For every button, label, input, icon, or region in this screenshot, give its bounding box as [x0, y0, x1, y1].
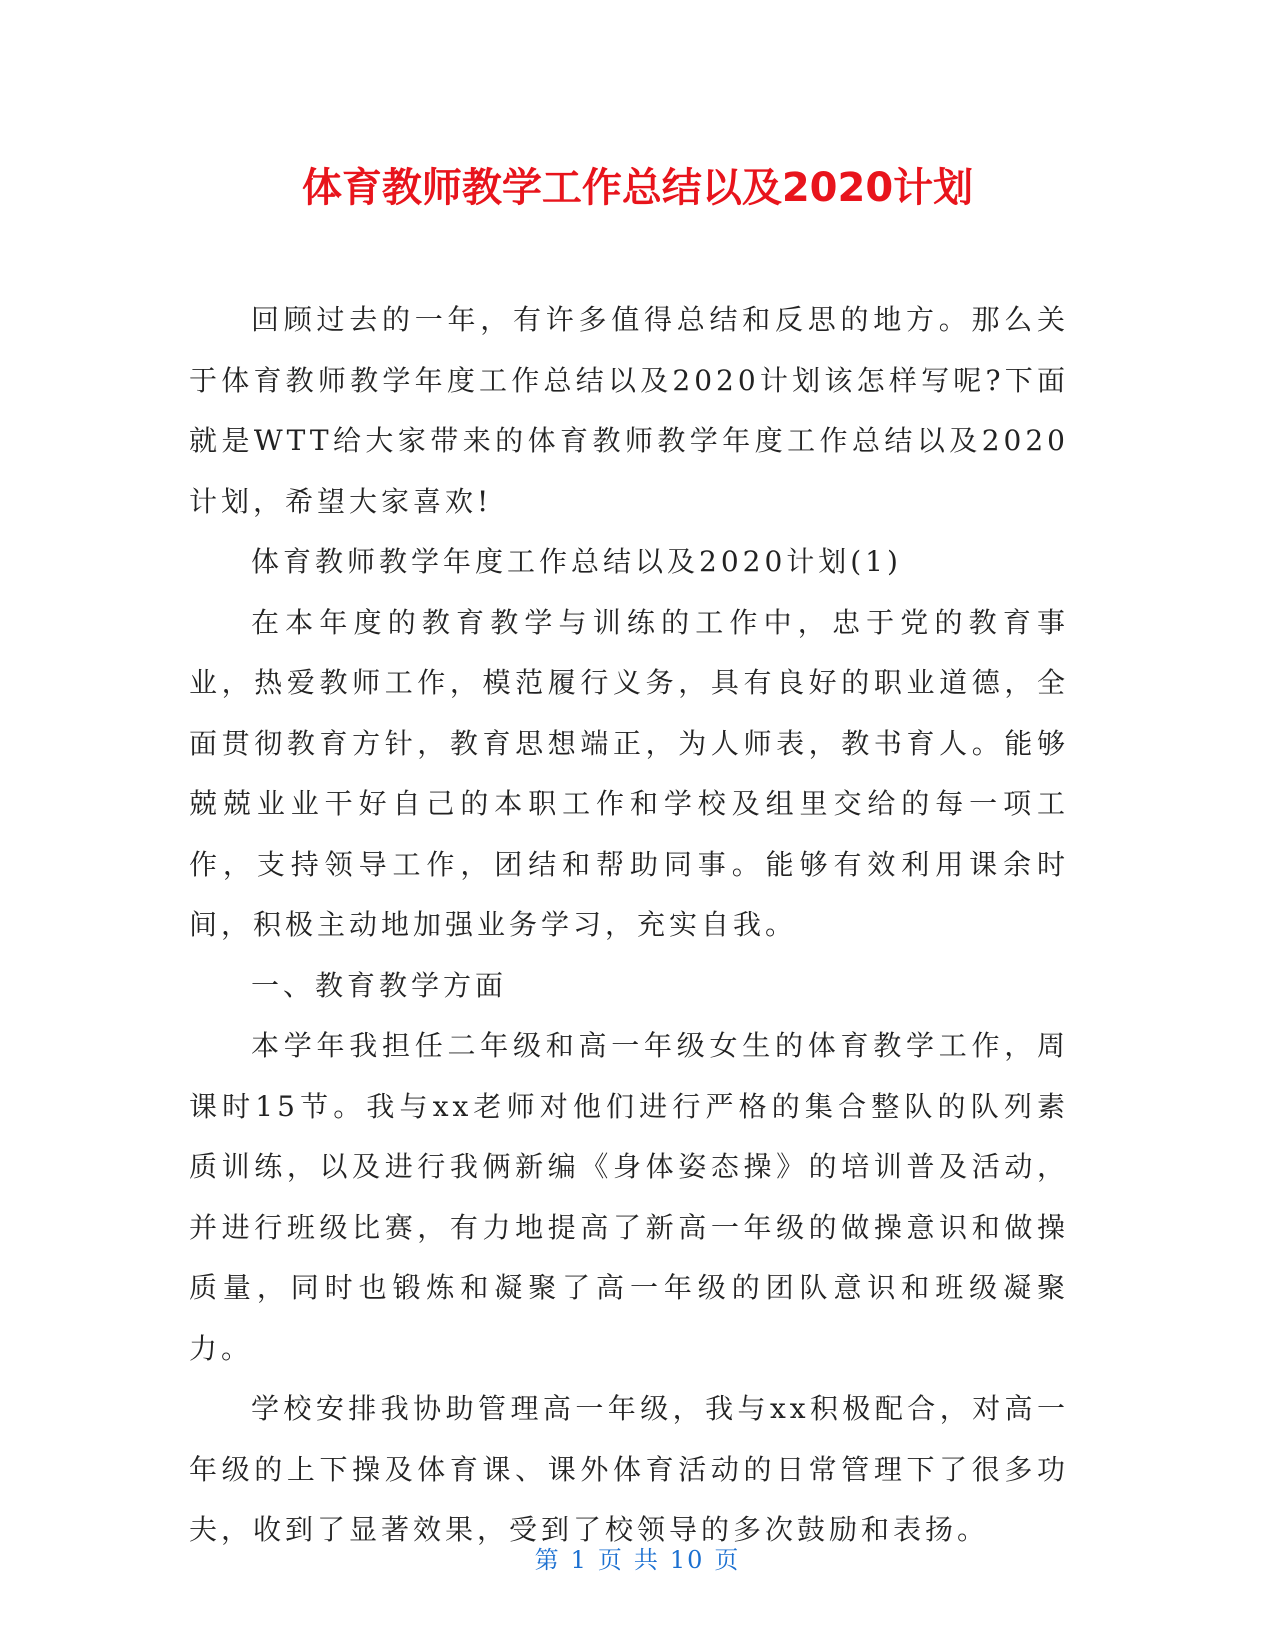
- document-title: 体育教师教学工作总结以及2020计划: [301, 165, 974, 211]
- footer-ye2: 页: [714, 1546, 741, 1574]
- footer-total-pages: 10: [669, 1546, 705, 1574]
- paragraph-management: 学校安排我协助管理高一年级，我与xx积极配合，对高一年级的上下操及体育课、课外体育活动的日常管理下了很多功夫，收到了显著效果，受到了校领导的多次鼓励和表扬。: [189, 1392, 1069, 1546]
- page-footer: [0, 1540, 1275, 1575]
- paragraph-intro: 回顾过去的一年，有许多值得总结和反思的地方。那么关于体育教师教学年度工作总结以及2020计划该怎样写呢?下面就是WTT给大家带来的体育教师教学年度工作总结以及2020计划，希望大家喜欢!: [189, 303, 1069, 518]
- footer-ye: 页: [597, 1546, 624, 1574]
- paragraph-subtitle: 体育教师教学年度工作总结以及2020计划(1): [251, 545, 902, 578]
- footer-di: 第: [534, 1546, 561, 1574]
- section-heading-education: 一、教育教学方面: [251, 968, 508, 1002]
- footer-gong: 共: [633, 1546, 660, 1574]
- paragraph-teaching: 本学年我担任二年级和高一年级女生的体育教学工作，周课时15节。我与xx老师对他们进行严格的集合整队的队列素质训练，以及进行我俩新编《身体姿态操》的培训普及活动，并进行班级比赛，有力地提高了新高一年级的做操意识和做操质量，同时也锻炼和凝聚了高一年级的团队意识和班级凝聚力。: [189, 1029, 1069, 1365]
- document-body: [189, 290, 1069, 1561]
- footer-current-page: 1: [570, 1546, 588, 1574]
- paragraph-overview: 在本年度的教育教学与训练的工作中，忠于党的教育事业，热爱教师工作，模范履行义务，具有良好的职业道德，全面贯彻教育方针，教育思想端正，为人师表，教书育人。能够兢兢业业干好自己的本职工作和学校及组里交给的每一项工作，支持领导工作，团结和帮助同事。能够有效利用课余时间，积极主动地加强业务学习，充实自我。: [189, 605, 1069, 941]
